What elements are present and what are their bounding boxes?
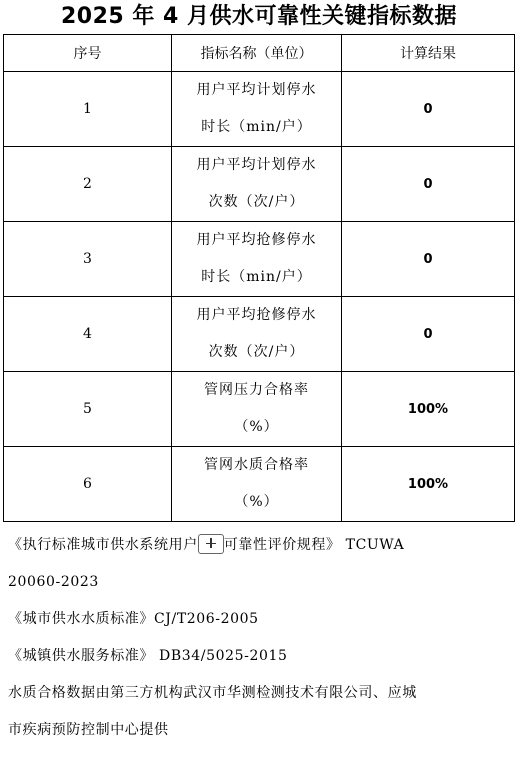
- data-source-note-line1: 水质合格数据由第三方机构武汉市华测检测技术有限公司、应城: [8, 685, 417, 701]
- serial-number-text: 1: [83, 101, 92, 117]
- indicator-name-line1: 管网水质合格率: [204, 457, 309, 473]
- table-header-row: [4, 35, 515, 72]
- table-row: [4, 222, 515, 297]
- indicator-name-line2: （%）: [234, 494, 279, 510]
- result-value: 100%: [407, 402, 449, 417]
- header-indicator-name: 指标名称（单位）: [172, 35, 342, 72]
- indicator-name-text: [182, 372, 332, 446]
- row-serial-number: [4, 297, 172, 372]
- row-result: [342, 222, 515, 297]
- standard-reference-1-before: 《执行标准城市供水系统用户: [8, 537, 198, 553]
- standard-reference-1-after: 可靠性评价规程》 TCUWA: [223, 537, 405, 553]
- notes-section: [8, 527, 513, 749]
- indicator-name-line1: 用户平均计划停水: [196, 82, 317, 98]
- table-row: [4, 147, 515, 222]
- header-serial-number: 序号: [4, 35, 172, 72]
- row-result: [342, 72, 515, 147]
- plus-icon[interactable]: [198, 534, 224, 554]
- serial-number-text: 6: [83, 476, 92, 492]
- row-indicator-name: [172, 222, 342, 297]
- reliability-indicator-table: [3, 34, 515, 522]
- table-row: [4, 447, 515, 522]
- row-serial-number: [4, 147, 172, 222]
- row-indicator-name: [172, 447, 342, 522]
- result-value: 0: [423, 102, 433, 117]
- page-title: 2025 年 4 月供水可靠性关键指标数据: [60, 4, 458, 29]
- result-value: 100%: [407, 477, 449, 492]
- indicator-name-text: [182, 72, 332, 146]
- indicator-name-line1: 用户平均抢修停水: [196, 307, 317, 323]
- serial-number-text: 2: [83, 176, 92, 192]
- indicator-name-text: [182, 222, 332, 296]
- row-serial-number: [4, 447, 172, 522]
- indicator-name-line1: 管网压力合格率: [204, 382, 309, 398]
- row-result: [342, 147, 515, 222]
- row-serial-number: [4, 372, 172, 447]
- row-indicator-name: [172, 297, 342, 372]
- row-result: [342, 297, 515, 372]
- result-value: 0: [423, 252, 433, 267]
- indicator-name-line1: 用户平均抢修停水: [196, 232, 317, 248]
- standard-reference-1-code: 20060-2023: [8, 574, 99, 590]
- result-value: 0: [423, 327, 433, 342]
- indicator-name-line2: 次数（次/户）: [208, 194, 305, 210]
- indicator-name-text: [182, 447, 332, 521]
- indicator-name-text: [182, 297, 332, 371]
- row-serial-number: [4, 72, 172, 147]
- table-row: [4, 372, 515, 447]
- serial-number-text: 5: [83, 401, 92, 417]
- row-result: [342, 372, 515, 447]
- row-indicator-name: [172, 372, 342, 447]
- table-row: [4, 72, 515, 147]
- table-row: [4, 297, 515, 372]
- indicator-name-line2: （%）: [234, 419, 279, 435]
- standard-reference-2: 《城市供水水质标准》CJ/T206-2005: [8, 611, 259, 627]
- indicator-name-line2: 时长（min/户）: [201, 119, 312, 135]
- row-indicator-name: [172, 72, 342, 147]
- result-value: 0: [423, 177, 433, 192]
- row-serial-number: [4, 222, 172, 297]
- indicator-name-line2: 次数（次/户）: [208, 344, 305, 360]
- standard-reference-1: [8, 527, 513, 564]
- serial-number-text: 4: [83, 326, 92, 342]
- header-result: 计算结果: [342, 35, 515, 72]
- standard-reference-3: 《城镇供水服务标准》 DB34/5025-2015: [8, 648, 288, 664]
- row-result: [342, 447, 515, 522]
- serial-number-text: 3: [83, 251, 92, 267]
- row-indicator-name: [172, 147, 342, 222]
- indicator-name-line1: 用户平均计划停水: [196, 157, 317, 173]
- indicator-name-line2: 时长（min/户）: [201, 269, 312, 285]
- data-source-note-line2: 市疾病预防控制中心提供: [8, 722, 169, 738]
- indicator-name-text: [182, 147, 332, 221]
